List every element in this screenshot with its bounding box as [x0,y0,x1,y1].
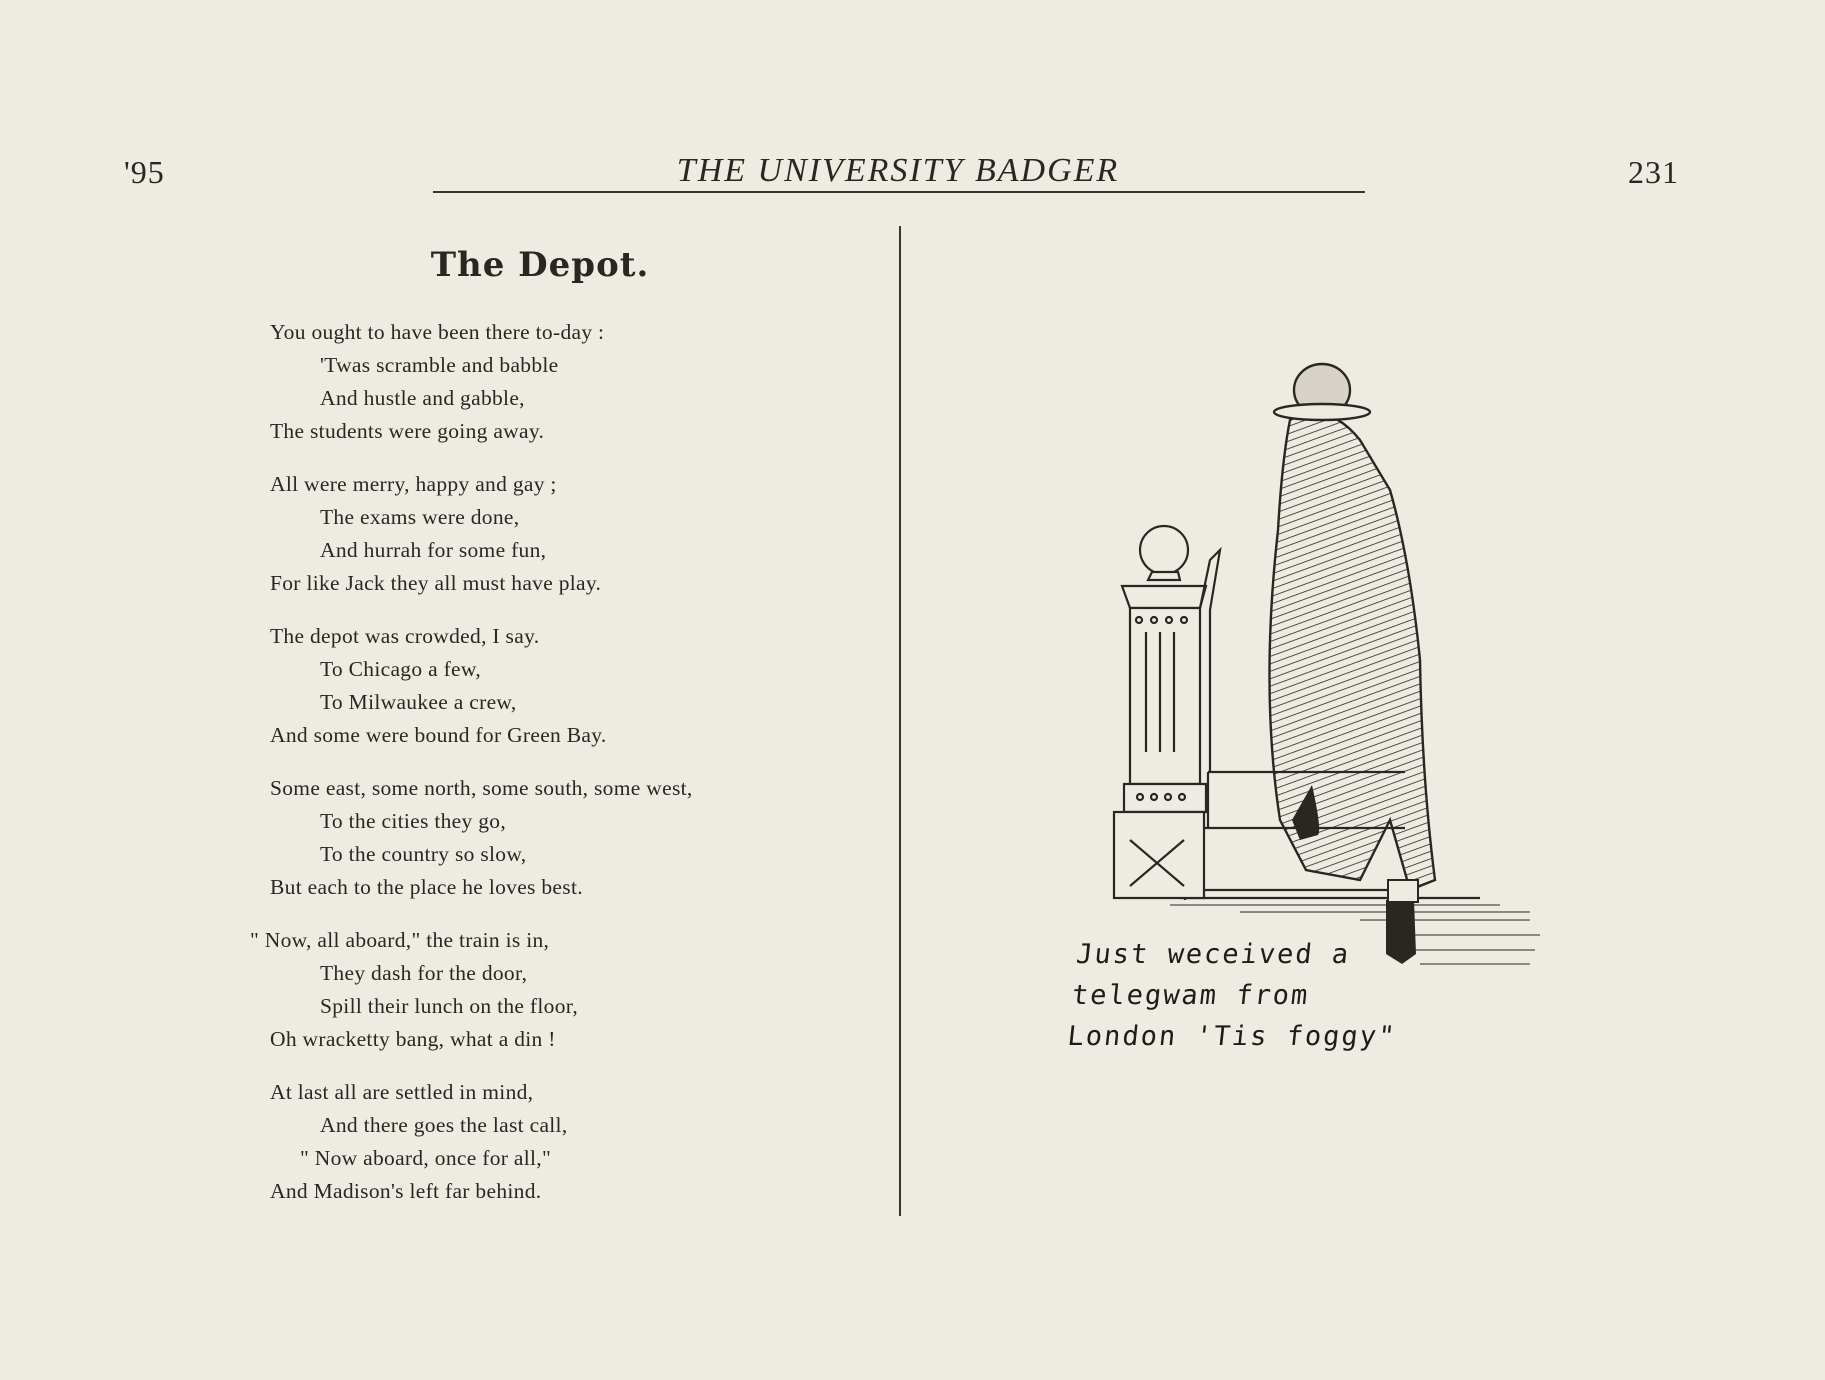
poem-line: To the cities they go, [320,809,507,833]
running-title: THE UNIVERSITY BADGER [676,152,1120,189]
poem-line: " Now aboard, once for all," [300,1146,552,1170]
poem-line: You ought to have been there to-day : [270,320,605,344]
poem-line: And hurrah for some fun, [320,538,547,562]
stanza [270,772,830,904]
poem-line: The exams were done, [320,505,520,529]
caption-line: Just weceived a [1074,939,1352,970]
poem-line: At last all are settled in mind, [270,1080,534,1104]
poem-body [250,316,830,1228]
poem-line: The depot was crowded, I say. [270,624,540,648]
poem-line: The students were going away. [270,419,545,443]
poem-line: To Chicago a few, [320,657,482,681]
poem-title: The Depot. [430,245,650,285]
poem-line: To Milwaukee a crew, [320,690,517,714]
poem-line: They dash for the door, [320,961,528,985]
handwritten-caption [1066,934,1479,1057]
handrail [1200,550,1220,772]
stanza [270,316,830,448]
poem-line: And some were bound for Green Bay. [270,723,607,747]
poem-line: " Now, all aboard," the train is in, [250,928,550,952]
stanza [250,924,830,1056]
poem-line: And Madison's left far behind. [270,1179,542,1203]
poem-line: 'Twas scramble and babble [320,353,559,377]
poem-line: To the country so slow, [320,842,527,866]
poem-line: But each to the place he loves best. [270,875,583,899]
newel-post [1114,526,1206,898]
poem-line: All were merry, happy and gay ; [270,472,557,496]
stanza [270,1076,830,1208]
poem-line: Spill their lunch on the floor, [320,994,579,1018]
poem-line: And hustle and gabble, [320,386,525,410]
column-divider [899,226,901,1216]
poem-line: And there goes the last call, [320,1113,568,1137]
poem-line: Oh wracketty bang, what a din ! [270,1027,556,1051]
poem-line: For like Jack they all must have play. [270,571,602,595]
header-year: '95 [124,154,165,190]
caption-line: telegwam from [1070,980,1311,1011]
stanza [270,468,830,600]
caption-line: London 'Tis foggy" [1066,1021,1398,1052]
page-number: 231 [1628,154,1679,190]
man-figure [1269,364,1435,964]
poem-line: Some east, some north, some south, some west, [270,776,693,800]
stanza [270,620,830,752]
header-rule [433,191,1365,193]
